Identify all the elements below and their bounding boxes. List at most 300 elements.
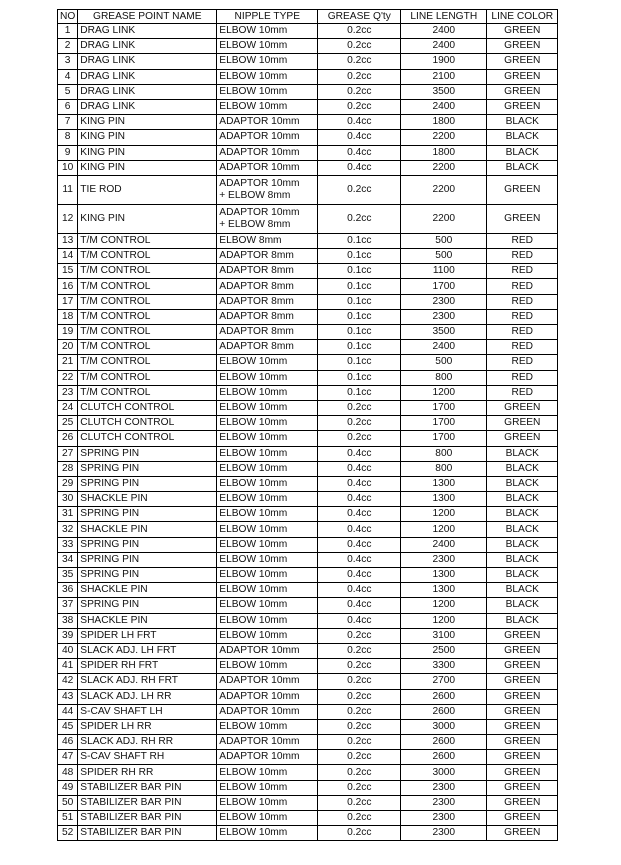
cell-grease-qty: 0.2cc <box>318 765 401 780</box>
cell-nipple-type <box>217 145 318 160</box>
table-row <box>58 54 558 69</box>
cell-nipple-type <box>217 385 318 400</box>
cell-line-color: RED <box>487 370 558 385</box>
cell-grease-point-name: CLUTCH CONTROL <box>78 400 217 415</box>
cell-no: 49 <box>58 780 78 795</box>
cell-grease-point-name: T/M CONTROL <box>78 385 217 400</box>
cell-line-color: GREEN <box>487 735 558 750</box>
cell-grease-qty: 0.1cc <box>318 309 401 324</box>
cell-line-color: GREEN <box>487 795 558 810</box>
cell-grease-point-name: T/M CONTROL <box>78 370 217 385</box>
cell-nipple-type <box>217 643 318 658</box>
cell-line-length: 1200 <box>401 385 487 400</box>
cell-no: 30 <box>58 492 78 507</box>
cell-line-length: 800 <box>401 461 487 476</box>
nipple-type-line: ADAPTOR 8mm <box>219 341 294 353</box>
cell-nipple-type <box>217 309 318 324</box>
cell-line-color: GREEN <box>487 674 558 689</box>
cell-grease-point-name: SPRING PIN <box>78 537 217 552</box>
table-row <box>58 416 558 431</box>
cell-line-length: 2300 <box>401 309 487 324</box>
cell-nipple-type <box>217 431 318 446</box>
cell-grease-qty: 0.1cc <box>318 385 401 400</box>
nipple-type-line: ADAPTOR 10mm <box>219 645 300 657</box>
cell-grease-point-name: SLACK ADJ. LH RR <box>78 689 217 704</box>
cell-line-length: 3300 <box>401 659 487 674</box>
cell-line-color: BLACK <box>487 552 558 567</box>
nipple-type-line: ELBOW 10mm <box>219 386 288 398</box>
cell-grease-qty: 0.2cc <box>318 628 401 643</box>
cell-line-length: 1900 <box>401 54 487 69</box>
cell-no: 51 <box>58 811 78 826</box>
cell-grease-point-name: KING PIN <box>78 160 217 175</box>
cell-line-length: 2600 <box>401 689 487 704</box>
cell-grease-qty: 0.4cc <box>318 492 401 507</box>
cell-line-color: GREEN <box>487 811 558 826</box>
table-row <box>58 340 558 355</box>
cell-nipple-type <box>217 416 318 431</box>
cell-line-length: 2300 <box>401 811 487 826</box>
table-row <box>58 461 558 476</box>
cell-grease-point-name: STABILIZER BAR PIN <box>78 811 217 826</box>
cell-no: 52 <box>58 826 78 841</box>
cell-grease-qty: 0.2cc <box>318 689 401 704</box>
cell-line-length: 2400 <box>401 39 487 54</box>
cell-grease-point-name: SHACKLE PIN <box>78 613 217 628</box>
cell-nipple-type <box>217 765 318 780</box>
cell-line-length: 2500 <box>401 643 487 658</box>
cell-line-color: GREEN <box>487 99 558 114</box>
cell-no: 34 <box>58 552 78 567</box>
cell-grease-qty: 0.2cc <box>318 659 401 674</box>
table-row <box>58 613 558 628</box>
cell-nipple-type <box>217 461 318 476</box>
cell-grease-qty: 0.2cc <box>318 674 401 689</box>
cell-nipple-type <box>217 69 318 84</box>
cell-grease-qty: 0.1cc <box>318 233 401 248</box>
table-row <box>58 84 558 99</box>
table-row <box>58 233 558 248</box>
cell-grease-point-name: KING PIN <box>78 145 217 160</box>
cell-grease-point-name: SHACKLE PIN <box>78 522 217 537</box>
nipple-type-line: ELBOW 10mm <box>219 417 288 429</box>
nipple-type-line: ELBOW 10mm <box>219 101 288 113</box>
nipple-type-line: ADAPTOR 10mm <box>219 705 300 717</box>
cell-no: 37 <box>58 598 78 613</box>
cell-nipple-type <box>217 39 318 54</box>
nipple-type-line: ADAPTOR 10mm <box>219 131 300 143</box>
cell-grease-point-name: S-CAV SHAFT RH <box>78 750 217 765</box>
cell-line-length: 500 <box>401 355 487 370</box>
table-row <box>58 598 558 613</box>
cell-nipple-type <box>217 249 318 264</box>
header-grease-qty: GREASE Q'ty <box>318 10 401 24</box>
cell-grease-point-name: DRAG LINK <box>78 84 217 99</box>
cell-grease-qty: 0.4cc <box>318 522 401 537</box>
nipple-type-line: ADAPTOR 10mm <box>219 177 300 189</box>
cell-line-color: GREEN <box>487 39 558 54</box>
nipple-type-line: ADAPTOR 10mm <box>219 690 300 702</box>
cell-nipple-type <box>217 24 318 39</box>
cell-line-color: RED <box>487 294 558 309</box>
nipple-type-line: ADAPTOR 10mm <box>219 675 300 687</box>
cell-line-color: GREEN <box>487 628 558 643</box>
cell-nipple-type <box>217 446 318 461</box>
cell-no: 43 <box>58 689 78 704</box>
cell-nipple-type <box>217 115 318 130</box>
nipple-type-line: ELBOW 10mm <box>219 40 288 52</box>
cell-line-length: 2400 <box>401 24 487 39</box>
cell-line-color: GREEN <box>487 750 558 765</box>
cell-no: 28 <box>58 461 78 476</box>
nipple-type-line: ELBOW 10mm <box>219 85 288 97</box>
cell-grease-qty: 0.2cc <box>318 69 401 84</box>
nipple-type-line: ELBOW 8mm <box>219 234 282 246</box>
cell-no: 47 <box>58 750 78 765</box>
table-row <box>58 643 558 658</box>
nipple-type-line: ELBOW 10mm <box>219 402 288 414</box>
cell-line-length: 2400 <box>401 99 487 114</box>
cell-grease-point-name: CLUTCH CONTROL <box>78 416 217 431</box>
cell-line-length: 2300 <box>401 826 487 841</box>
cell-grease-qty: 0.2cc <box>318 84 401 99</box>
cell-line-color: GREEN <box>487 719 558 734</box>
cell-nipple-type <box>217 719 318 734</box>
nipple-type-line: ELBOW 10mm <box>219 614 288 626</box>
cell-grease-qty: 0.4cc <box>318 568 401 583</box>
table-row <box>58 175 558 204</box>
nipple-type-line: ADAPTOR 10mm <box>219 206 300 218</box>
cell-nipple-type <box>217 795 318 810</box>
cell-line-color: BLACK <box>487 537 558 552</box>
cell-line-length: 1700 <box>401 416 487 431</box>
header-row <box>58 10 558 24</box>
cell-line-length: 1100 <box>401 264 487 279</box>
cell-grease-qty: 0.2cc <box>318 811 401 826</box>
cell-grease-point-name: SPRING PIN <box>78 446 217 461</box>
table-row <box>58 507 558 522</box>
cell-no: 48 <box>58 765 78 780</box>
nipple-type-line: ELBOW 10mm <box>219 493 288 505</box>
cell-nipple-type <box>217 826 318 841</box>
cell-line-color: GREEN <box>487 780 558 795</box>
cell-line-length: 2200 <box>401 160 487 175</box>
nipple-type-line: ADAPTOR 8mm <box>219 310 294 322</box>
cell-line-length: 2200 <box>401 204 487 233</box>
cell-line-length: 2400 <box>401 537 487 552</box>
cell-line-color: BLACK <box>487 568 558 583</box>
cell-nipple-type <box>217 492 318 507</box>
cell-line-color: RED <box>487 264 558 279</box>
cell-nipple-type <box>217 659 318 674</box>
nipple-type-line: + ELBOW 8mm <box>219 189 291 201</box>
cell-grease-point-name: T/M CONTROL <box>78 249 217 264</box>
cell-grease-qty: 0.2cc <box>318 99 401 114</box>
table-row <box>58 826 558 841</box>
table-row <box>58 115 558 130</box>
table-row <box>58 355 558 370</box>
cell-line-length: 2200 <box>401 175 487 204</box>
cell-nipple-type <box>217 233 318 248</box>
table-row <box>58 204 558 233</box>
cell-no: 7 <box>58 115 78 130</box>
cell-nipple-type <box>217 750 318 765</box>
nipple-type-line: ELBOW 10mm <box>219 553 288 565</box>
cell-grease-point-name: SLACK ADJ. RH FRT <box>78 674 217 689</box>
table-row <box>58 492 558 507</box>
cell-grease-qty: 0.4cc <box>318 598 401 613</box>
table-row <box>58 446 558 461</box>
cell-line-color: BLACK <box>487 446 558 461</box>
table-row <box>58 795 558 810</box>
table-row <box>58 537 558 552</box>
cell-grease-point-name: DRAG LINK <box>78 39 217 54</box>
cell-grease-qty: 0.2cc <box>318 431 401 446</box>
cell-line-length: 1700 <box>401 279 487 294</box>
cell-grease-point-name: SPRING PIN <box>78 598 217 613</box>
nipple-type-line: ADAPTOR 8mm <box>219 250 294 262</box>
nipple-type-line: ELBOW 10mm <box>219 70 288 82</box>
cell-grease-qty: 0.4cc <box>318 476 401 491</box>
cell-nipple-type <box>217 522 318 537</box>
nipple-type-line: ELBOW 10mm <box>219 432 288 444</box>
cell-no: 38 <box>58 613 78 628</box>
table-row <box>58 674 558 689</box>
cell-grease-point-name: KING PIN <box>78 204 217 233</box>
cell-no: 40 <box>58 643 78 658</box>
cell-nipple-type <box>217 613 318 628</box>
cell-line-color: GREEN <box>487 54 558 69</box>
cell-line-color: GREEN <box>487 84 558 99</box>
cell-nipple-type <box>217 568 318 583</box>
cell-grease-point-name: DRAG LINK <box>78 54 217 69</box>
cell-no: 15 <box>58 264 78 279</box>
cell-nipple-type <box>217 400 318 415</box>
table-row <box>58 719 558 734</box>
cell-line-length: 2300 <box>401 780 487 795</box>
cell-grease-point-name: STABILIZER BAR PIN <box>78 780 217 795</box>
header-grease-point-name: GREASE POINT NAME <box>78 10 217 24</box>
cell-line-color: GREEN <box>487 416 558 431</box>
cell-nipple-type <box>217 507 318 522</box>
cell-grease-point-name: SPIDER LH RR <box>78 719 217 734</box>
cell-line-length: 1700 <box>401 400 487 415</box>
cell-grease-qty: 0.1cc <box>318 355 401 370</box>
cell-line-length: 2600 <box>401 750 487 765</box>
table-row <box>58 309 558 324</box>
nipple-type-line: ELBOW 10mm <box>219 629 288 641</box>
cell-grease-qty: 0.4cc <box>318 552 401 567</box>
cell-line-color: GREEN <box>487 643 558 658</box>
table-row <box>58 735 558 750</box>
cell-nipple-type <box>217 340 318 355</box>
nipple-type-line: + ELBOW 8mm <box>219 218 291 230</box>
cell-grease-point-name: T/M CONTROL <box>78 340 217 355</box>
cell-grease-qty: 0.4cc <box>318 583 401 598</box>
cell-line-length: 1300 <box>401 583 487 598</box>
cell-nipple-type <box>217 54 318 69</box>
cell-no: 31 <box>58 507 78 522</box>
cell-no: 27 <box>58 446 78 461</box>
cell-no: 9 <box>58 145 78 160</box>
cell-no: 50 <box>58 795 78 810</box>
cell-no: 46 <box>58 735 78 750</box>
cell-line-color: BLACK <box>487 145 558 160</box>
cell-line-length: 2300 <box>401 795 487 810</box>
cell-line-color: RED <box>487 249 558 264</box>
cell-no: 4 <box>58 69 78 84</box>
table-row <box>58 552 558 567</box>
cell-line-length: 3500 <box>401 325 487 340</box>
cell-no: 35 <box>58 568 78 583</box>
cell-grease-point-name: T/M CONTROL <box>78 355 217 370</box>
cell-nipple-type <box>217 264 318 279</box>
cell-line-color: RED <box>487 340 558 355</box>
cell-nipple-type <box>217 780 318 795</box>
nipple-type-line: ADAPTOR 10mm <box>219 116 300 128</box>
cell-grease-qty: 0.1cc <box>318 370 401 385</box>
nipple-type-line: ELBOW 10mm <box>219 371 288 383</box>
cell-nipple-type <box>217 204 318 233</box>
cell-grease-point-name: SPRING PIN <box>78 568 217 583</box>
cell-line-color: BLACK <box>487 583 558 598</box>
cell-line-length: 1800 <box>401 115 487 130</box>
cell-no: 13 <box>58 233 78 248</box>
cell-no: 36 <box>58 583 78 598</box>
header-no: NO <box>58 10 78 24</box>
cell-line-length: 500 <box>401 249 487 264</box>
table-row <box>58 780 558 795</box>
cell-no: 44 <box>58 704 78 719</box>
cell-grease-point-name: DRAG LINK <box>78 69 217 84</box>
cell-grease-point-name: SLACK ADJ. LH FRT <box>78 643 217 658</box>
cell-grease-point-name: KING PIN <box>78 115 217 130</box>
cell-no: 45 <box>58 719 78 734</box>
table-row <box>58 249 558 264</box>
table-row <box>58 279 558 294</box>
cell-nipple-type <box>217 598 318 613</box>
cell-line-color: GREEN <box>487 175 558 204</box>
cell-line-color: GREEN <box>487 704 558 719</box>
cell-nipple-type <box>217 476 318 491</box>
cell-line-length: 1800 <box>401 145 487 160</box>
table-row <box>58 583 558 598</box>
nipple-type-line: ELBOW 10mm <box>219 508 288 520</box>
table-row <box>58 385 558 400</box>
cell-no: 19 <box>58 325 78 340</box>
cell-no: 14 <box>58 249 78 264</box>
table-row <box>58 431 558 446</box>
table-row <box>58 704 558 719</box>
cell-nipple-type <box>217 355 318 370</box>
cell-line-color: GREEN <box>487 24 558 39</box>
cell-no: 18 <box>58 309 78 324</box>
cell-line-color: GREEN <box>487 400 558 415</box>
table-row <box>58 160 558 175</box>
cell-grease-point-name: SHACKLE PIN <box>78 492 217 507</box>
table-row <box>58 24 558 39</box>
cell-no: 23 <box>58 385 78 400</box>
nipple-type-line: ADAPTOR 10mm <box>219 161 300 173</box>
cell-nipple-type <box>217 99 318 114</box>
nipple-type-line: ELBOW 10mm <box>219 462 288 474</box>
cell-line-color: GREEN <box>487 204 558 233</box>
cell-grease-point-name: SPIDER RH FRT <box>78 659 217 674</box>
cell-line-color: BLACK <box>487 598 558 613</box>
table-row <box>58 568 558 583</box>
cell-grease-qty: 0.4cc <box>318 507 401 522</box>
cell-no: 2 <box>58 39 78 54</box>
cell-grease-point-name: S-CAV SHAFT LH <box>78 704 217 719</box>
cell-line-length: 1200 <box>401 507 487 522</box>
cell-grease-point-name: SPRING PIN <box>78 507 217 522</box>
nipple-type-line: ELBOW 10mm <box>219 538 288 550</box>
nipple-type-line: ELBOW 10mm <box>219 720 288 732</box>
cell-no: 41 <box>58 659 78 674</box>
table-row <box>58 145 558 160</box>
cell-nipple-type <box>217 325 318 340</box>
cell-nipple-type <box>217 537 318 552</box>
nipple-type-line: ADAPTOR 10mm <box>219 751 300 763</box>
cell-no: 25 <box>58 416 78 431</box>
nipple-type-line: ELBOW 10mm <box>219 812 288 824</box>
table-row <box>58 750 558 765</box>
nipple-type-line: ELBOW 10mm <box>219 447 288 459</box>
nipple-type-line: ELBOW 10mm <box>219 25 288 37</box>
cell-nipple-type <box>217 811 318 826</box>
cell-grease-qty: 0.4cc <box>318 446 401 461</box>
cell-grease-point-name: T/M CONTROL <box>78 264 217 279</box>
cell-grease-qty: 0.1cc <box>318 279 401 294</box>
cell-grease-point-name: SPIDER RH RR <box>78 765 217 780</box>
nipple-type-line: ADAPTOR 8mm <box>219 265 294 277</box>
table-row <box>58 659 558 674</box>
cell-no: 24 <box>58 400 78 415</box>
nipple-type-line: ADAPTOR 8mm <box>219 280 294 292</box>
cell-line-color: BLACK <box>487 522 558 537</box>
cell-line-color: BLACK <box>487 492 558 507</box>
nipple-type-line: ADAPTOR 8mm <box>219 326 294 338</box>
cell-line-length: 800 <box>401 370 487 385</box>
cell-grease-qty: 0.2cc <box>318 826 401 841</box>
cell-nipple-type <box>217 735 318 750</box>
table-row <box>58 522 558 537</box>
cell-grease-qty: 0.4cc <box>318 461 401 476</box>
table-row <box>58 400 558 415</box>
cell-grease-qty: 0.4cc <box>318 613 401 628</box>
cell-grease-qty: 0.2cc <box>318 54 401 69</box>
nipple-type-line: ELBOW 10mm <box>219 55 288 67</box>
cell-line-color: BLACK <box>487 115 558 130</box>
cell-grease-qty: 0.2cc <box>318 704 401 719</box>
cell-nipple-type <box>217 175 318 204</box>
cell-no: 16 <box>58 279 78 294</box>
cell-grease-qty: 0.2cc <box>318 204 401 233</box>
cell-line-color: RED <box>487 385 558 400</box>
cell-grease-point-name: KING PIN <box>78 130 217 145</box>
cell-grease-qty: 0.2cc <box>318 416 401 431</box>
cell-grease-point-name: STABILIZER BAR PIN <box>78 826 217 841</box>
cell-grease-point-name: T/M CONTROL <box>78 325 217 340</box>
cell-nipple-type <box>217 279 318 294</box>
cell-grease-point-name: STABILIZER BAR PIN <box>78 795 217 810</box>
cell-line-length: 1300 <box>401 568 487 583</box>
table-row <box>58 476 558 491</box>
cell-grease-qty: 0.4cc <box>318 537 401 552</box>
table-row <box>58 264 558 279</box>
cell-line-length: 1700 <box>401 431 487 446</box>
cell-nipple-type <box>217 370 318 385</box>
